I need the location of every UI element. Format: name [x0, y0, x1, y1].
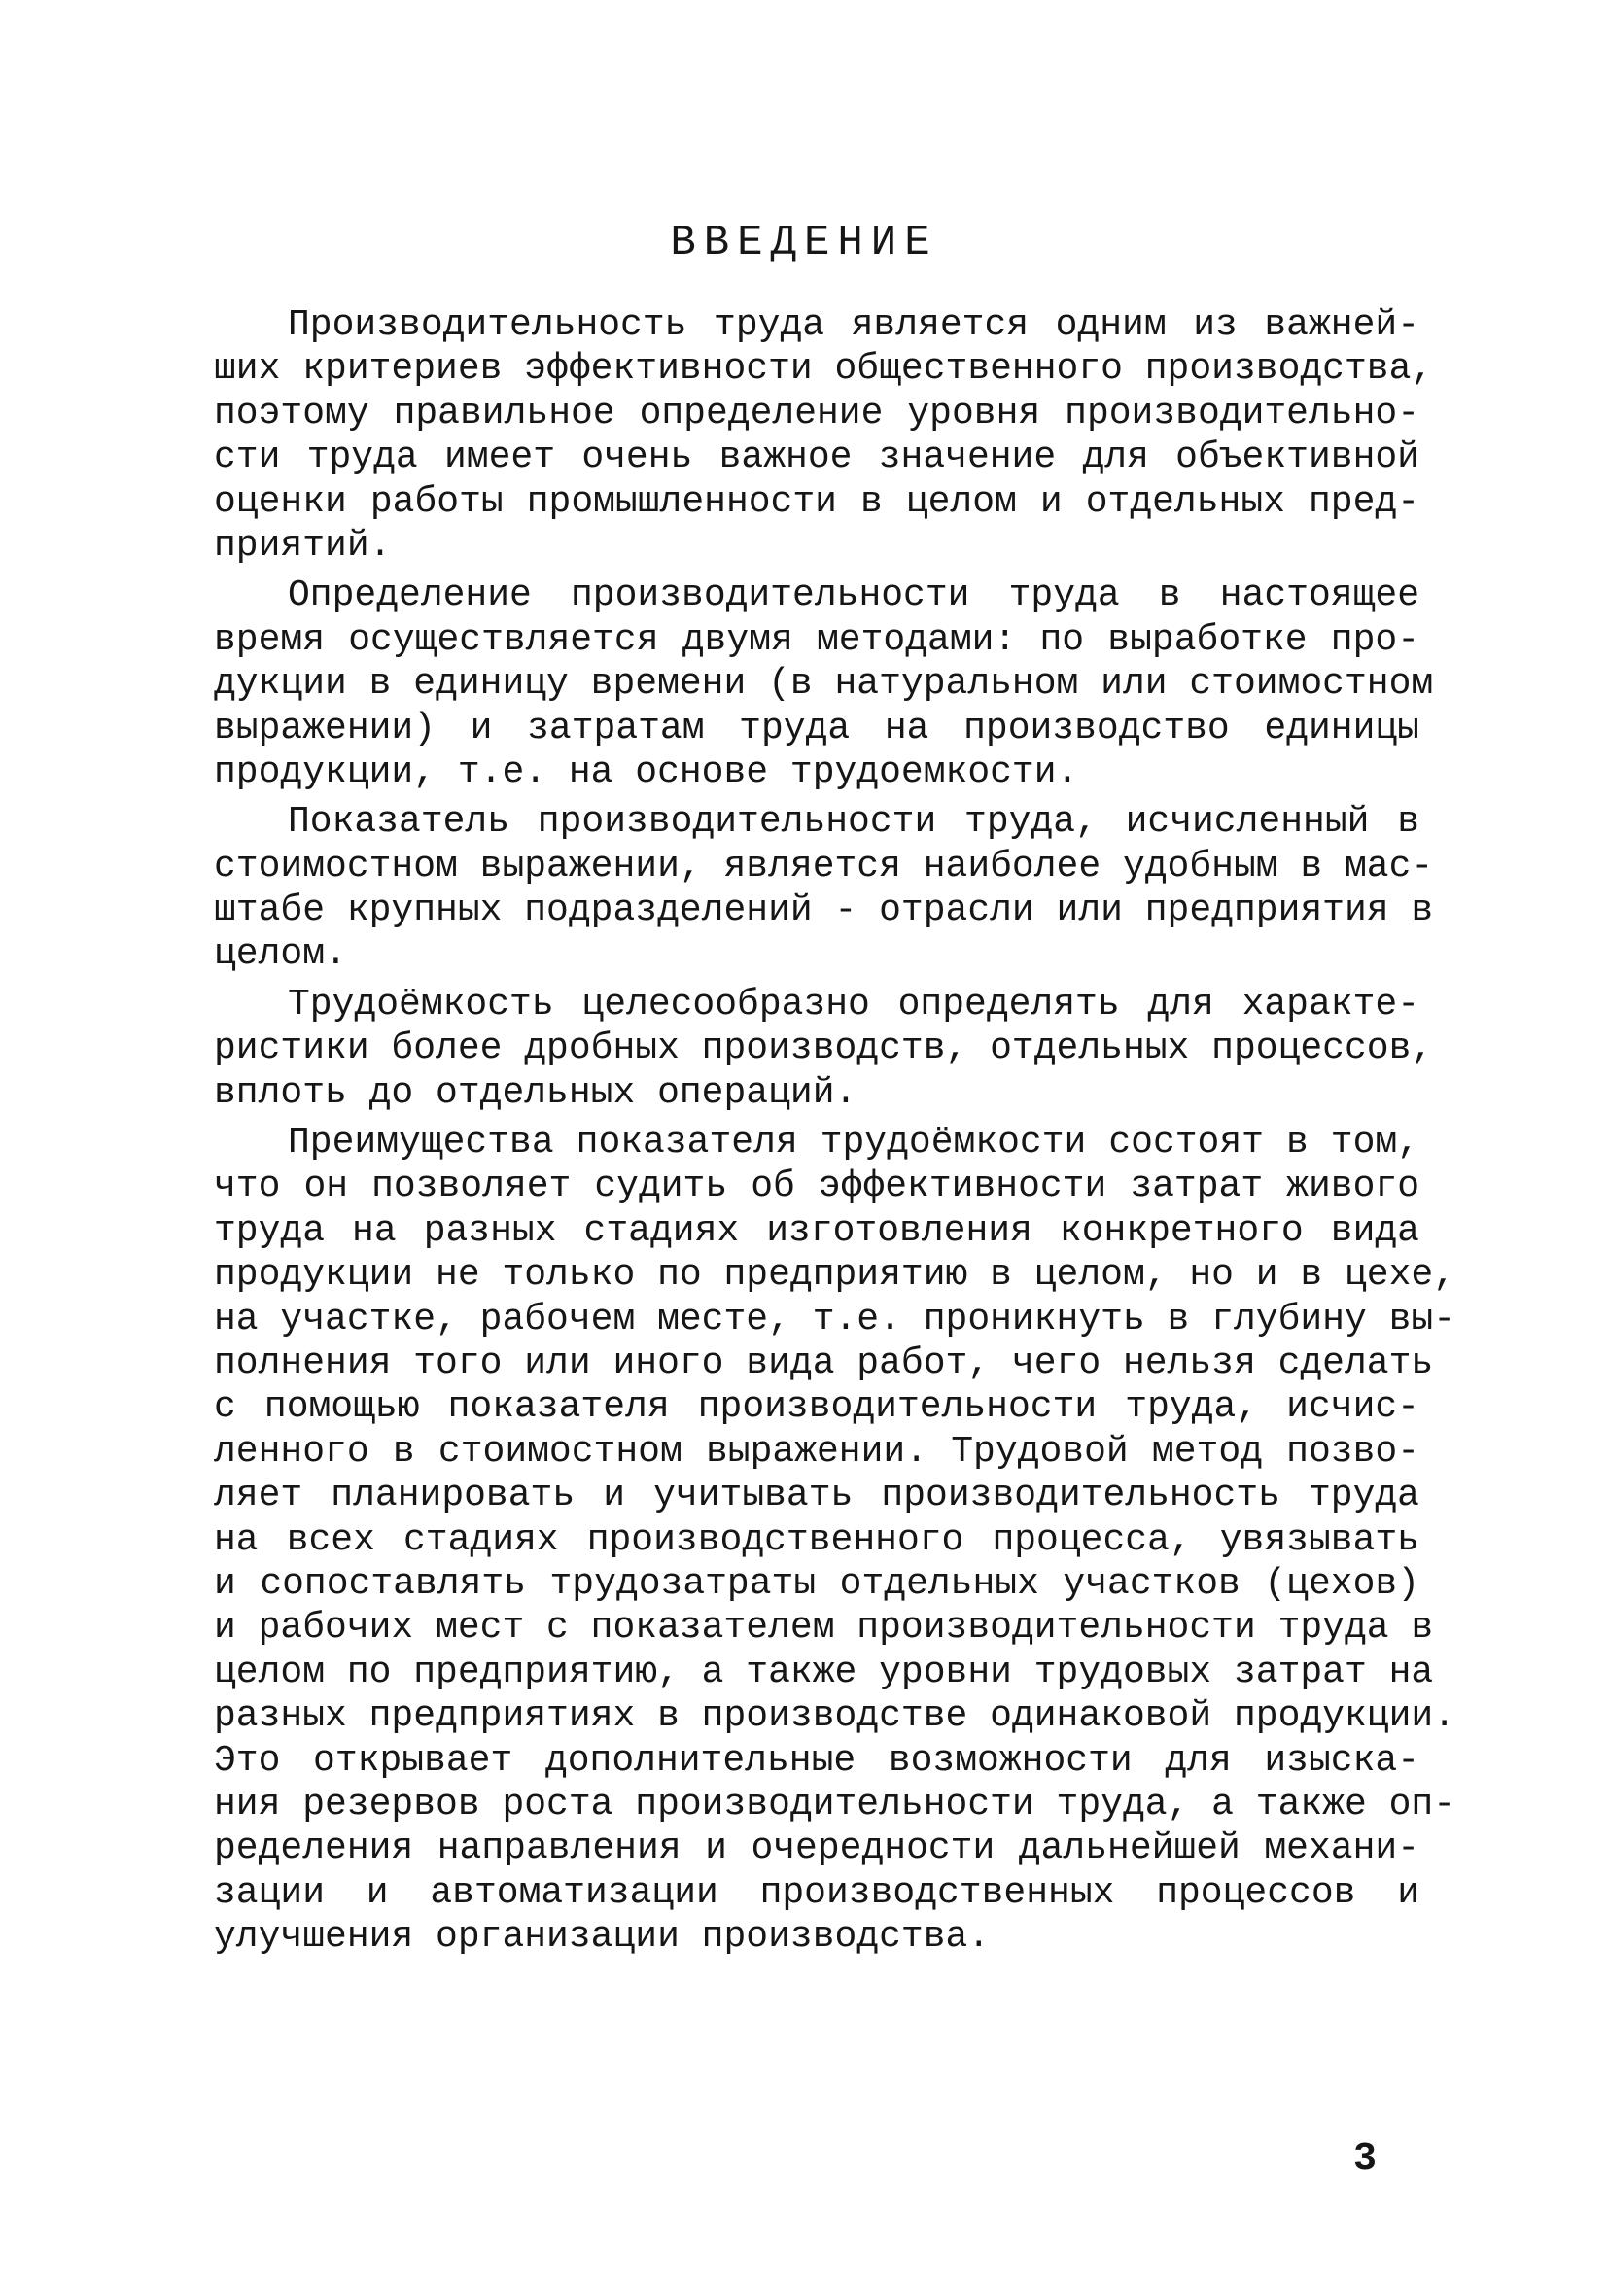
- text-line: продукции не только по предприятию в целом, но и в цехе,: [214, 1254, 1456, 1297]
- text-line: Преимущества показателя трудоёмкости состоят в том,: [288, 1122, 1419, 1165]
- body-text: [214, 303, 1456, 1965]
- text-line: сти труда имеет очень важное значение для объективной: [214, 436, 1419, 479]
- text-line: ния резервов роста производительности труда, а также оп-: [214, 1783, 1456, 1826]
- text-line: Производительность труда является одним из важней-: [288, 304, 1419, 346]
- text-line: Это открывает дополнительные возможности для изыска-: [214, 1739, 1419, 1782]
- paragraph-5: [214, 1121, 1456, 1959]
- text-line: штабе крупных подразделений - отрасли или предприятия в: [214, 889, 1434, 932]
- text-line: целом по предприятию, а также уровни трудовых затрат на: [214, 1651, 1434, 1693]
- text-line: приятий.: [214, 524, 392, 567]
- text-line: поэтому правильное определение уровня производительно-: [214, 392, 1419, 435]
- text-line: оценки работы промышленности в целом и отдельных пред-: [214, 480, 1419, 523]
- text-line: и сопоставлять трудозатраты отдельных участков (цехов): [214, 1562, 1419, 1605]
- text-line: разных предприятиях в производстве одинаковой продукции.: [214, 1695, 1456, 1738]
- paragraph-3: [214, 800, 1434, 977]
- text-line: улучшения организации производства.: [214, 1916, 991, 1959]
- page-title: ВВЕДЕНИЕ: [670, 219, 938, 267]
- paragraph-1: [214, 303, 1434, 568]
- text-line: ристики более дробных производств, отдельных процессов,: [214, 1027, 1434, 1070]
- paragraph-4: [214, 983, 1434, 1115]
- text-line: дукции в единицу времени (в натуральном или стоимостном: [214, 663, 1434, 706]
- text-line: что он позволяет судить об эффективности затрат живого: [214, 1165, 1419, 1208]
- text-line: на участке, рабочем месте, т.е. проникнуть в глубину вы-: [214, 1298, 1456, 1340]
- text-line: зации и автоматизации производственных процессов и: [214, 1871, 1419, 1914]
- text-line: целом.: [214, 933, 347, 976]
- paragraph-2: [214, 574, 1434, 794]
- text-line: труда на разных стадиях изготовления конкретного вида: [214, 1209, 1419, 1252]
- text-line: время осуществляется двумя методами: по выработке про-: [214, 618, 1419, 661]
- text-line: на всех стадиях производственного процесса, увязывать: [214, 1518, 1419, 1561]
- text-line: ляет планировать и учитывать производительность труда: [214, 1475, 1419, 1517]
- text-line: с помощью показателя производительности труда, исчис-: [214, 1386, 1419, 1429]
- text-line: выражении) и затратам труда на производство единицы: [214, 707, 1419, 749]
- text-line: и рабочих мест с показателем производительности труда в: [214, 1607, 1434, 1650]
- text-line: Определение производительности труда в настоящее: [288, 574, 1419, 617]
- text-line: Показатель производительности труда, исчисленный в: [288, 801, 1419, 844]
- text-line: ших критериев эффективности общественного производства,: [214, 348, 1434, 391]
- text-line: ленного в стоимостном выражении. Трудовой метод позво-: [214, 1430, 1419, 1473]
- text-line: стоимостном выражении, является наиболее удобным в мас-: [214, 845, 1434, 887]
- text-line: продукции, т.е. на основе трудоемкости.: [214, 750, 1079, 793]
- text-line: Трудоёмкость целесообразно определять для характе-: [288, 983, 1419, 1026]
- text-line: ределения направления и очередности дальнейшей механи-: [214, 1827, 1419, 1870]
- text-line: полнения того или иного вида работ, чего нельзя сделать: [214, 1341, 1434, 1384]
- page-number: 3: [1353, 2138, 1378, 2181]
- text-line: вплоть до отдельных операций.: [214, 1071, 857, 1114]
